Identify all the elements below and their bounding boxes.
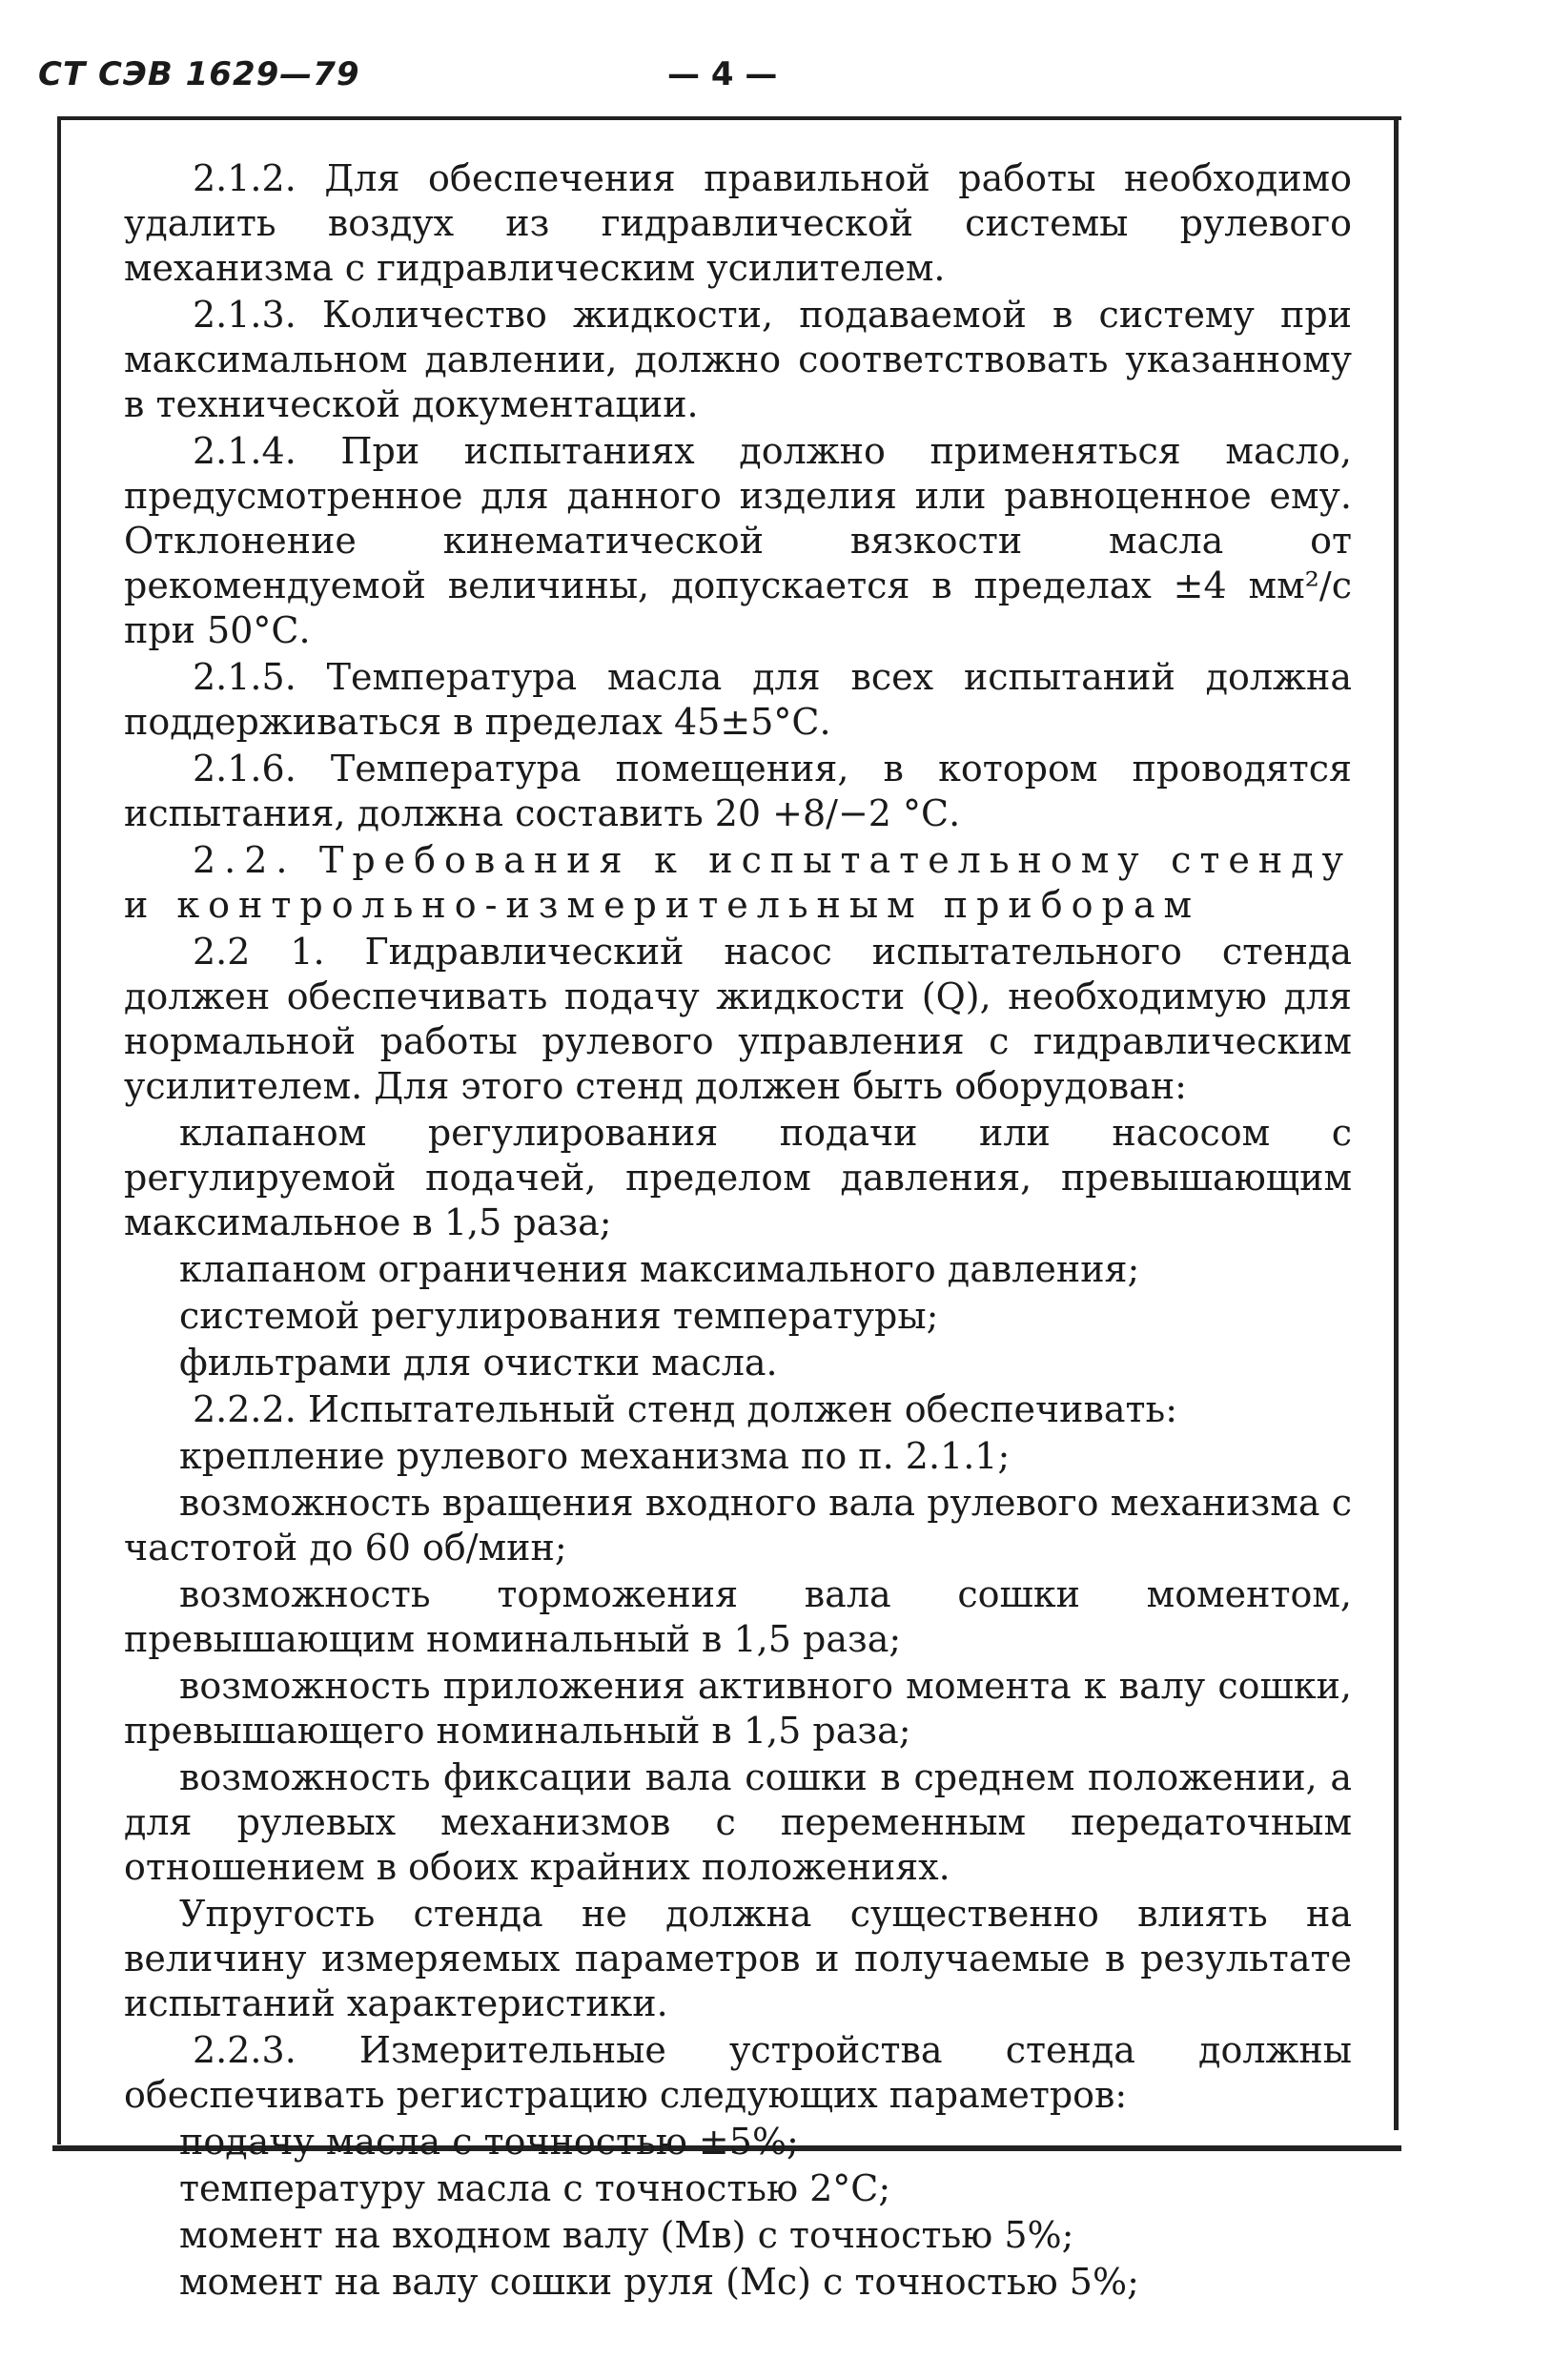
frame-right-rule — [1394, 118, 1399, 2130]
paragraph-2-1-4: 2.1.4. При испытаниях должно применяться масло, предусмотренное для данного изделия или равноценное ему. Отклонение кинематической вязкости масла от рекомендуемой величины, допускается в пределах ±4 мм²/с при 50°С. — [124, 430, 1352, 651]
frame-left-rule — [57, 118, 61, 2144]
paragraph-2-2-2: 2.2.2. Испытательный стенд должен обеспечивать: — [193, 1388, 1178, 1430]
list-item: крепление рулевого механизма по п. 2.1.1; — [179, 1435, 1011, 1477]
list-item: момент на входном валу (Мв) с точностью 5%; — [179, 2214, 1074, 2256]
list-item: температуру масла с точностью 2°С; — [179, 2167, 891, 2209]
paragraph-2-2-1: 2.2 1. Гидравлический насос испытательного стенда должен обеспечивать подачу жидкости (Q), необходимую для нормальной работы рулевого управления с гидравлическим усилителем. Для этого стенд должен быть оборудован: — [124, 931, 1352, 1107]
list-item: возможность вращения входного вала рулевого механизма с частотой до 60 об/мин; — [124, 1482, 1352, 1569]
frame-top-rule — [57, 116, 1401, 120]
paragraph-2-1-2: 2.1.2. Для обеспечения правильной работы необходимо удалить воздух из гидравлической системы рулевого механизма с гидравлическим усилителем. — [124, 157, 1352, 289]
list-item: системой регулирования температуры; — [179, 1295, 939, 1337]
list-item: момент на валу сошки руля (Мс) с точностью 5%; — [179, 2261, 1139, 2303]
paragraph-2-1-5: 2.1.5. Температура масла для всех испытаний должна поддерживаться в пределах 45±5°С. — [124, 656, 1352, 743]
paragraph-2-1-3: 2.1.3. Количество жидкости, подаваемой в систему при максимальном давлении, должно соответствовать указанному в технической документации. — [124, 294, 1352, 425]
list-item: возможность фиксации вала сошки в среднем положении, а для рулевых механизмов с переменным передаточным отношением в обоих крайних положениях. — [124, 1756, 1352, 1888]
document-body — [124, 156, 1352, 2307]
list-item: клапаном ограничения максимального давления; — [179, 1248, 1140, 1290]
list-item: клапаном регулирования подачи или насосом с регулируемой подачей, пределом давления, превышающим максимальное в 1,5 раза; — [124, 1112, 1352, 1243]
list-item: возможность приложения активного момента к валу сошки, превышающего номинальный в 1,5 раза; — [124, 1665, 1352, 1752]
standard-code: СТ СЭВ 1629—79 — [38, 55, 360, 93]
paragraph-2-1-6: 2.1.6. Температура помещения, в котором проводятся испытания, должна составить 20 +8/−2 °С. — [124, 748, 1352, 834]
list-item: подачу масла с точностью ±5%; — [179, 2121, 799, 2163]
paragraph-elasticity: Упругость стенда не должна существенно влиять на величину измеряемых параметров и получаемые в результате испытаний характеристики. — [124, 1893, 1352, 2024]
list-item: возможность торможения вала сошки моментом, превышающим номинальный в 1,5 раза; — [124, 1573, 1352, 1660]
paragraph-2-2-3: 2.2.3. Измерительные устройства стенда должны обеспечивать регистрацию следующих параметров: — [124, 2029, 1352, 2116]
section-heading-2-2: 2.2. Требования к испытательному стенду и контрольно-измерительным приборам — [124, 839, 1352, 926]
list-item: фильтрами для очистки масла. — [179, 1342, 778, 1384]
page-number: — 4 — — [667, 55, 778, 93]
